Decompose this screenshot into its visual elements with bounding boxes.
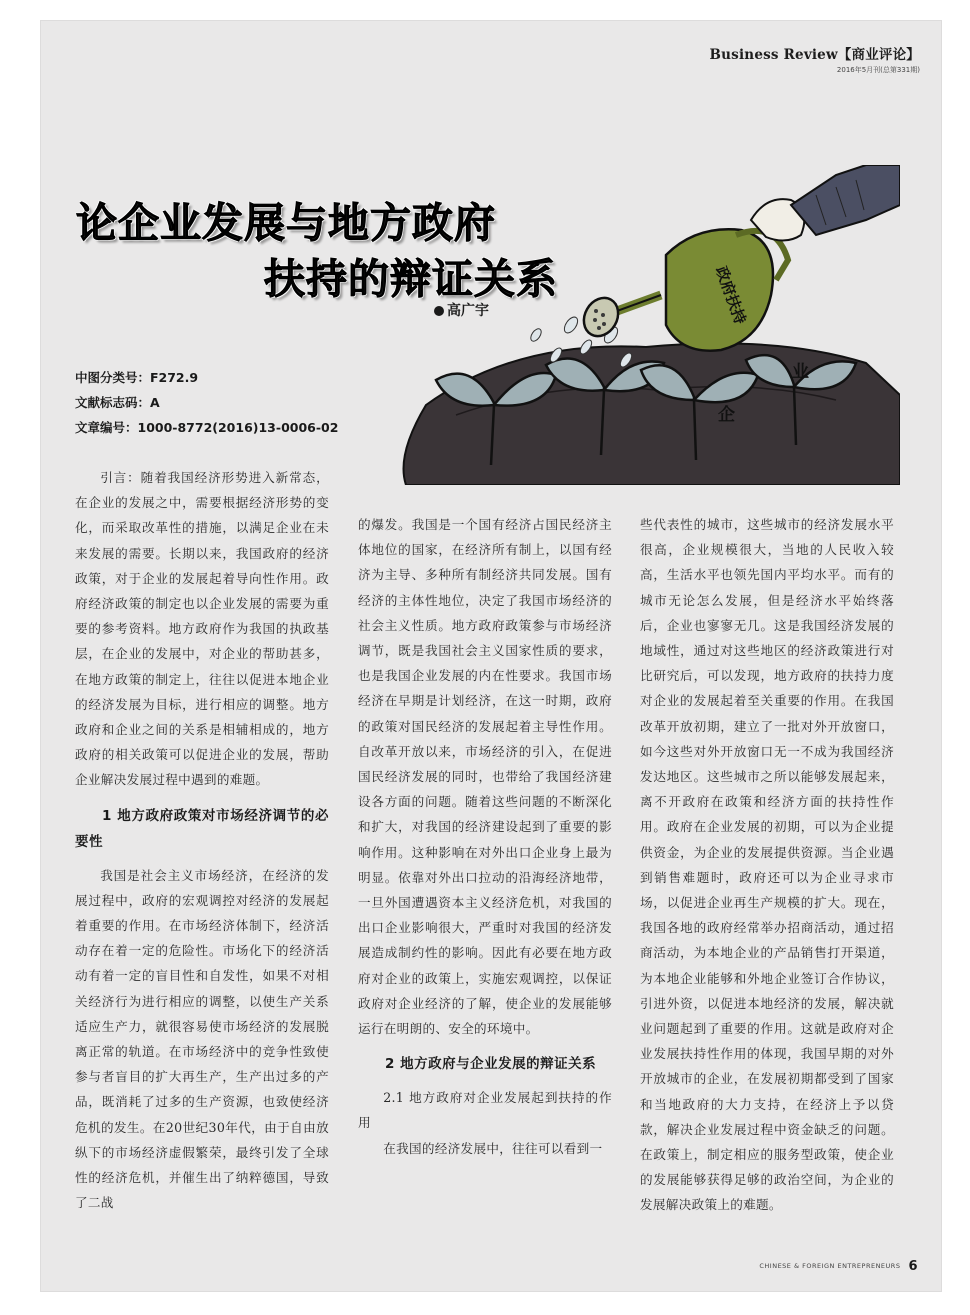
paragraph: 我国是社会主义市场经济，在经济的发展过程中，政府的宏观调控对经济的发展起着重要的作用。在市场经济体制下，经济活动存在着一定的危险性。市场化下的经济活动有着一定的盲目性和自发性，如果不对相关经济行为进行相应的调整，以使生产关系适应生产力，就很容易使市场经济的发展脱离正常的轨道。在市场经济中的竞争性致使参与者盲目的扩大再生产，生产出过多的产品，既消耗了过多的生产资源，也致使经济危机的发生。在20世纪30年代，由于自由放纵下的市场经济虚假繁荣，最终引发了全球性的经济危机，并催生出了纳粹德国，导致了二战: [75, 867, 329, 1211]
classification-number: 中图分类号：F272.9: [75, 370, 199, 385]
section-heading-2: 2 地方政府与企业发展的辩证关系: [385, 1056, 597, 1073]
issue-info: 2016年5月刊(总第331期): [836, 66, 920, 74]
subsection-heading-2-1: 2.1 地方政府对企业发展起到扶持的作用: [358, 1090, 612, 1131]
journal-footer-name: CHINESE & FOREIGN ENTREPRENEURS: [759, 1262, 901, 1270]
author-byline: [434, 300, 489, 320]
journal-brand: Business Review【商业评论】: [709, 47, 920, 63]
article-number: 文章编号：1000-8772(2016)13-0006-02: [75, 420, 339, 435]
body-column-3: [640, 512, 894, 1218]
body-column-2: [358, 512, 612, 1161]
sprout-label-ye: 业: [792, 362, 809, 382]
body-column-1: [75, 465, 329, 1215]
author-name: 高广宇: [447, 303, 489, 319]
bullet-icon: [434, 306, 444, 316]
paragraph: 在我国的经济发展中，往往可以看到一: [383, 1140, 603, 1156]
article-title-line1: 论企业发展与地方政府: [76, 199, 496, 247]
intro-paragraph: 引言：随着我国经济形势进入新常态，在企业的发展之中，需要根据经济形势的变化，而采取改革性的措施，以满足企业在未来发展的需要。长期以来，我国政府的经济政策，对于企业的发展起着导向性作用。政府经济政策的制定也以企业发展的需要为重要的参考资料。地方政府作为我国的执政基层，在企业的发展中，对企业的帮助甚多，在地方政策的制定上，往往以促进本地企业的经济发展为目标，进行相应的调整。地方政府和企业之间的关系是相辅相成的，地方政府的相关政策可以促进企业的发展，帮助企业解决发展过程中遇到的难题。: [75, 470, 329, 788]
running-header: [710, 43, 920, 75]
article-title-line2: 扶持的辩证关系: [264, 255, 558, 303]
paragraph: 些代表性的城市，这些城市的经济发展水平很高，企业规模很大，当地的人民收入较高，生活水平也领先国内平均水平。而有的城市无论怎么发展，但是经济水平始终落后，企业也寥寥无几。这是我国经济发展的地域性，通过对这些地区的经济政策进行对比研究后，可以发现，地方政府的扶持力度对企业的发展起着至关重要的作用。在我国改革开放初期，建立了一批对外开放窗口，如今这些对外开放窗口无一不成为我国经济发达地区。这些城市之所以能够发展起来，离不开政府在政策和经济方面的扶持性作用。政府在企业发展的初期，可以为企业提供资金，为企业的发展提供资源。当企业遇到销售难题时，政府还可以为企业寻求市场，以促进企业再生产规模的扩大。现在，我国各地的政府经常举办招商活动，通过招商活动，为本地企业的产品销售打开渠道，为本地企业能够和外地企业签订合作协议，引进外资，以促进本地经济的发展，解决就业问题起到了重要的作用。这就是政府对企业发展扶持性作用的体现，我国早期的对外开放城市的企业，在发展初期都受到了国家和当地政府的大力支持，在经济上予以贷款，解决企业发展过程中资金缺乏的问题。在政策上，制定相应的服务型政策，使企业的发展能够获得足够的政治空间，为企业的发展解决政策上的难题。: [640, 517, 894, 1213]
paragraph: 的爆发。我国是一个国有经济占国民经济主体地位的国家，在经济所有制上，以国有经济为主导、多种所有制经济共同发展。国有经济的主体性地位，决定了我国市场经济的社会主义性质。地方政府政策参与市场经济调节，既是我国社会主义国家性质的要求，也是我国企业发展的内在性要求。我国市场经济在早期是计划经济，在这一时期，政府的政策对国民经济的发展起着主导性作用。自改革开放以来，市场经济的引入，在促进国民经济发展的同时，也带给了我国经济建设各方面的问题。随着这些问题的不断深化和扩大，对我国的经济建设起到了重要的影响作用。这种影响在对外出口企业身上最为明显。依靠对外出口拉动的沿海经济地带，一旦外国遭遇资本主义经济危机，对我国的出口企业影响很大，严重时对我国的经济发展造成制约性的影响。因此有必要在地方政府对企业的政策上，实施宏观调控，以保证政府对企业经济的了解，使企业的发展能够运行在明朗的、安全的环境中。: [358, 517, 612, 1037]
page-number: 6: [908, 1259, 918, 1274]
page-footer: [759, 1259, 918, 1274]
article-meta: [75, 365, 338, 440]
can-label: 政府扶持: [711, 264, 750, 327]
document-code: 文献标志码：A: [75, 395, 160, 410]
sprout-label-qi: 企: [718, 405, 735, 425]
section-heading-1: 1 地方政府政策对市场经济调节的必要性: [75, 807, 329, 850]
